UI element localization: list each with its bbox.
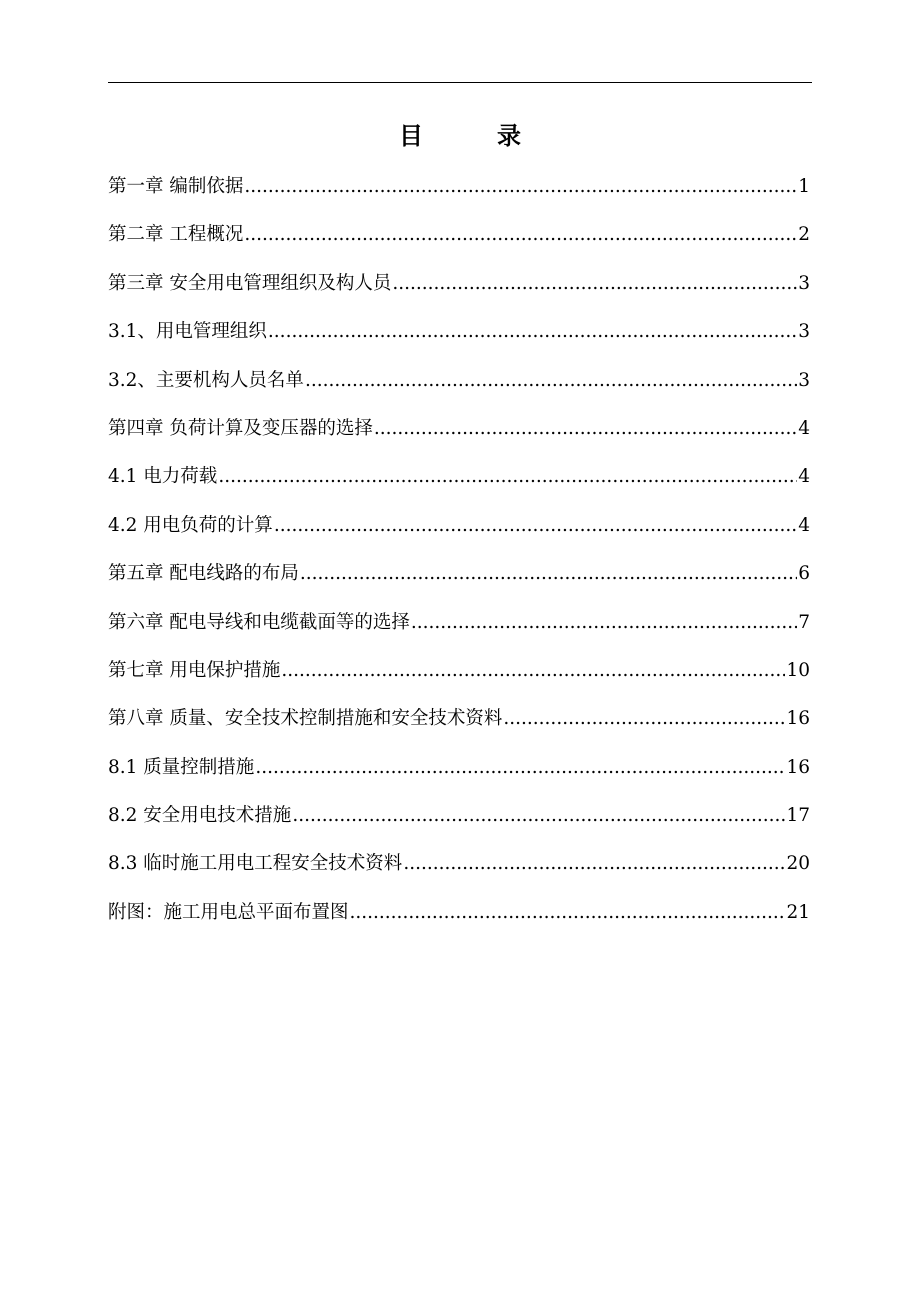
toc-leader-dots	[255, 744, 785, 792]
toc-leader-dots	[268, 308, 797, 356]
toc-entry-page: 10	[786, 659, 810, 681]
toc-entry-label: 8.3 临时施工用电工程安全技术资料	[108, 853, 403, 875]
toc-leader-dots	[244, 211, 797, 259]
toc-entry-label: 第五章 配电线路的布局	[108, 563, 299, 585]
toc-entry-page: 20	[786, 853, 810, 875]
toc-entry-label: 第七章 用电保护措施	[108, 659, 281, 681]
toc-entry-label: 第六章 配电导线和电缆截面等的选择	[108, 611, 410, 633]
toc-entry-section-3-1[interactable]	[108, 308, 810, 356]
toc-entry-label: 3.2、主要机构人员名单	[108, 369, 304, 391]
toc-entry-chapter-5[interactable]	[108, 550, 810, 598]
toc-entry-label: 第二章 工程概况	[108, 224, 244, 246]
toc-entry-label: 8.1 质量控制措施	[108, 756, 255, 778]
toc-entry-label: 第四章 负荷计算及变压器的选择	[108, 417, 373, 439]
toc-leader-dots	[281, 647, 785, 695]
toc-entry-page: 16	[786, 756, 810, 778]
toc-entry-label: 第八章 质量、安全技术控制措施和安全技术资料	[108, 708, 503, 730]
toc-entry-chapter-8[interactable]	[108, 695, 810, 743]
toc-entry-page: 4	[798, 514, 810, 536]
toc-entry-page: 6	[798, 563, 810, 585]
toc-entry-page: 16	[786, 708, 810, 730]
toc-entry-label: 4.1 电力荷载	[108, 466, 218, 488]
toc-leader-dots	[274, 502, 797, 550]
toc-entry-page: 7	[798, 611, 810, 633]
toc-entry-section-8-2[interactable]	[108, 792, 810, 840]
toc-leader-dots	[292, 792, 785, 840]
toc-leader-dots	[305, 357, 797, 405]
toc-entry-section-8-3[interactable]	[108, 840, 810, 888]
table-of-contents	[108, 163, 810, 937]
toc-entry-label: 8.2 安全用电技术措施	[108, 805, 292, 827]
toc-entry-page: 3	[798, 272, 810, 294]
toc-entry-chapter-6[interactable]	[108, 599, 810, 647]
toc-entry-section-4-1[interactable]	[108, 453, 810, 501]
toc-entry-page: 17	[786, 805, 810, 827]
toc-entry-page: 3	[798, 369, 810, 391]
toc-leader-dots	[350, 889, 786, 937]
toc-leader-dots	[503, 695, 785, 743]
toc-entry-chapter-7[interactable]	[108, 647, 810, 695]
toc-entry-page: 1	[798, 176, 810, 197]
toc-title-right: 录	[497, 121, 521, 150]
toc-entry-label: 3.1、用电管理组织	[108, 321, 267, 343]
toc-entry-page: 2	[798, 224, 810, 246]
header-rule	[108, 82, 812, 83]
toc-entry-section-4-2[interactable]	[108, 502, 810, 550]
toc-leader-dots	[244, 163, 797, 211]
toc-leader-dots	[300, 550, 797, 598]
toc-entry-label: 第一章 编制依据	[108, 176, 244, 197]
toc-entry-chapter-2[interactable]	[108, 211, 810, 259]
toc-entry-page: 4	[798, 417, 810, 439]
toc-title	[0, 114, 920, 158]
toc-entry-chapter-3[interactable]	[108, 260, 810, 308]
toc-entry-page: 3	[798, 321, 810, 343]
toc-title-left: 目	[399, 121, 423, 150]
toc-leader-dots	[411, 599, 797, 647]
toc-entry-label: 附图：施工用电总平面布置图	[108, 901, 349, 923]
toc-entry-appendix-figure[interactable]	[108, 889, 810, 937]
toc-entry-section-3-2[interactable]	[108, 357, 810, 405]
toc-leader-dots	[403, 840, 785, 888]
toc-leader-dots	[218, 453, 797, 501]
toc-entry-label: 第三章 安全用电管理组织及构人员	[108, 272, 392, 294]
toc-entry-chapter-1[interactable]	[108, 163, 810, 211]
toc-entry-page: 21	[786, 901, 810, 923]
toc-entry-section-8-1[interactable]	[108, 744, 810, 792]
toc-entry-label: 4.2 用电负荷的计算	[108, 514, 273, 536]
toc-leader-dots	[392, 260, 797, 308]
toc-leader-dots	[374, 405, 797, 453]
toc-entry-chapter-4[interactable]	[108, 405, 810, 453]
toc-entry-page: 4	[798, 466, 810, 488]
